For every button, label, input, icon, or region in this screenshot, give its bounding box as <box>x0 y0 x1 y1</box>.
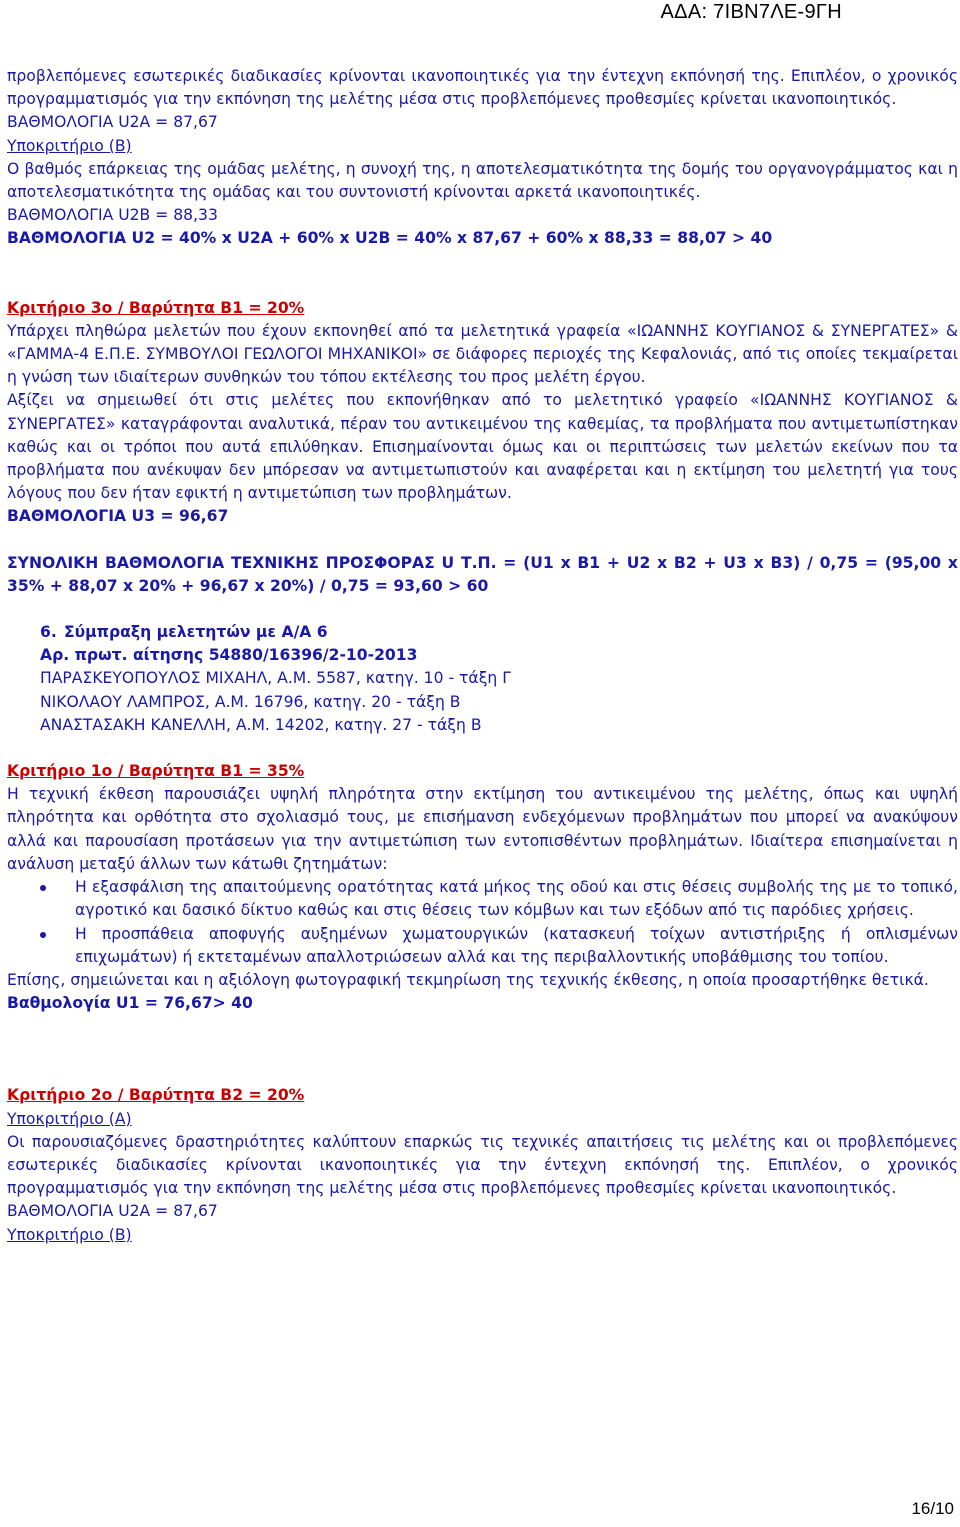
document-ada-code: ΑΔΑ: 7ΙΒΝ7ΛΕ-9ΓΗ <box>660 1 842 23</box>
bullet-icon <box>40 885 46 891</box>
score-u2b: ΒΑΘΜΟΛΟΓΙΑ U2B = 88,33 <box>7 206 218 225</box>
paragraph-activities: Οι παρουσιαζόμενες δραστηριότητες καλύπτουν επαρκώς τις τεχνικές απαιτήσεις τις μελέτης και οι προβλεπόμενες εσωτερικές διαδικασίες κρίνονται ικανοποιητικές για την έντεχνη εκπόνησή της. Επιπλέον, ο χρονικός προγραμματισμός για την εκπόνηση της μελέτης μέσα στις προβλεπόμενες προθεσμίες κρίνεται ικανοποιητικός. <box>7 1132 958 1198</box>
paragraph-technical-report: Η τεχνική έκθεση παρουσιάζει υψηλή πληρότητα στην εκτίμηση του αντικειμένου της μελέτης, όπως και υψηλή πληρότητα και ορθότητα στο σχολιασμό τους, με επισήμανση ενδεχόμενων προβλημάτων που μπορεί να ανακύψουν αλλά και παρουσίαση προτάσεων για την αντιμετώπιση των εντοπισθέντων προβλημάτων. Ιδιαίτερα επισημαίνεται η ανάλυση μεταξύ άλλων των κάτωθι ζητημάτων: <box>7 785 958 873</box>
list-item: Η προσπάθεια αποφυγής αυξημένων χωματουργικών (κατασκευή τοίχων αντιστήριξης ή οπλισμένων επιχωμάτων) ή εκτεταμένων απαλλοτριώσεων αλλά και της περιβαλλοντικής υποβάθμισης του τοπίου. <box>7 923 958 969</box>
paragraph-studies-list: Υπάρχει πληθώρα μελετών που έχουν εκπονηθεί από τα μελετητικά γραφεία «ΙΩΑΝΝΗΣ ΚΟΥΓΙΑΝΟΣ & ΣΥΝΕΡΓΑΤΕΣ» & «ΓΑΜΜΑ-4 Ε.Π.Ε. ΣΥΜΒΟΥΛΟΙ ΓΕΩΛΟΓΟΙ ΜΗΧΑΝΙΚΟΙ» σε διάφορες περιοχές της Κεφαλονιάς, από τις οποίες τεκμαίρεται η γνώση των ιδιαίτερων συνθηκών του τόπου εκτέλεσης του προς μελέτη έργου. <box>7 321 958 387</box>
score-u3: ΒΑΘΜΟΛΟΓΙΑ U3 = 96,67 <box>7 507 229 526</box>
section-title: Σύμπραξη μελετητών με Α/Α 6 <box>64 623 328 642</box>
subcriterion-b-repeat: Υποκριτήριο (Β) <box>7 1225 132 1244</box>
score-u1: Βαθμολογία U1 = 76,67> 40 <box>7 994 253 1013</box>
subcriterion-b: Υποκριτήριο (Β) <box>7 136 132 155</box>
member-line: ΠΑΡΑΣΚΕΥΟΠΟΥΛΟΣ ΜΙΧΑΗΛ, Α.Μ. 5587, κατηγ. 10 - τάξη Γ <box>40 669 511 688</box>
member-line: ΝΙΚΟΛΑΟΥ ΛΑΜΠΡΟΣ, Α.Μ. 16796, κατηγ. 20 - τάξη Β <box>40 692 461 711</box>
paragraph-problems-noted: Αξίζει να σημειωθεί ότι στις μελέτες που εκπονήθηκαν από το μελετητικό γραφείο «ΙΩΑΝΝΗΣ ΚΟΥΓΙΑΝΟΣ & ΣΥΝΕΡΓΑΤΕΣ» καταγράφονται αναλυτικά, πέραν του αντικειμένου της καθεμίας, τα προβλήματα που αντιμετωπίστηκαν καθώς και οι τρόποι που αυτά επιλύθηκαν. Επισημαίνονται όμως και οι περιπτώσεις των μελετών εκείνων που τα προβλήματα που ανέκυψαν δεν μπόρεσαν να αντιμετωπιστούν και αναφέρεται και η εκτίμηση του μελετητή για τους λόγους που δεν ήταν εφικτή η αντιμετώπιση των προβλημάτων. <box>7 391 958 503</box>
criterion-1-heading: Κριτήριο 1ο / Βαρύτητα Β1 = 35% <box>7 762 305 781</box>
subcriterion-a: Υποκριτήριο (Α) <box>7 1109 132 1128</box>
section-number: 6. <box>40 623 57 642</box>
criterion-2-heading: Κριτήριο 2ο / Βαρύτητα Β2 = 20% <box>7 1086 305 1105</box>
issues-list <box>7 876 958 969</box>
page-number: 16/10 <box>911 1499 954 1518</box>
paragraph-photo-documentation: Επίσης, σημειώνεται και η αξιόλογη φωτογραφική τεκμηρίωση της τεχνικής έκθεσης, η οποία προσαρτήθηκε θετικά. <box>7 970 929 989</box>
score-u2a-repeat: ΒΑΘΜΟΛΟΓΙΑ U2A = 87,67 <box>7 1202 218 1221</box>
bullet-icon <box>40 932 46 938</box>
protocol-number: Αρ. πρωτ. αίτησης 54880/16396/2-10-2013 <box>40 646 418 665</box>
paragraph-team-adequacy: Ο βαθμός επάρκειας της ομάδας μελέτης, η συνοχή της, η αποτελεσματικότητα της δομής του οργανογράμματος και η αποτελεσματικότητα της ομάδας και του συντονιστή κρίνονται αρκετά ικανοποιητικές. <box>7 159 958 202</box>
section-6-header <box>40 621 958 737</box>
member-line: ΑΝΑΣΤΑΣΑΚΗ ΚΑΝΕΛΛΗ, Α.Μ. 14202, κατηγ. 27 - τάξη Β <box>40 715 482 734</box>
paragraph-internal-procedures: προβλεπόμενες εσωτερικές διαδικασίες κρίνονται ικανοποιητικές για την έντεχνη εκπόνησή της. Επιπλέον, ο χρονικός προγραμματισμός για την εκπόνηση της μελέτης μέσα στις προβλεπόμενες προθεσμίες κρίνεται ικανοποιητικός. <box>7 67 958 109</box>
criterion-3-heading: Κριτήριο 3ο / Βαρύτητα Β1 = 20% <box>7 298 305 317</box>
score-u2-total: ΒΑΘΜΟΛΟΓΙΑ U2 = 40% x U2A + 60% x U2B = 40% x 87,67 + 60% x 88,33 = 88,07 > 40 <box>7 229 773 248</box>
total-technical-score: ΣΥΝΟΛΙΚΗ ΒΑΘΜΟΛΟΓΙΑ ΤΕΧΝΙΚΗΣ ΠΡΟΣΦΟΡΑΣ U Τ.Π. = (U1 x B1 + U2 x B2 + U3 x B3) / 0,75 = (95,00 x 35% + 88,07 x 20% + 96,67 x 20%) / 0,75 = 93,60 > 60 <box>7 553 958 595</box>
document-page <box>7 65 958 1247</box>
score-u2a: ΒΑΘΜΟΛΟΓΙΑ U2A = 87,67 <box>7 113 218 132</box>
list-item: Η εξασφάλιση της απαιτούμενης ορατότητας κατά μήκος της οδού και στις θέσεις συμβολής της με το τοπικό, αγροτικό και δασικό δίκτυο καθώς και στις θέσεις των κόμβων και των εξόδων από τις παρόδιες χρήσεις. <box>7 876 958 922</box>
